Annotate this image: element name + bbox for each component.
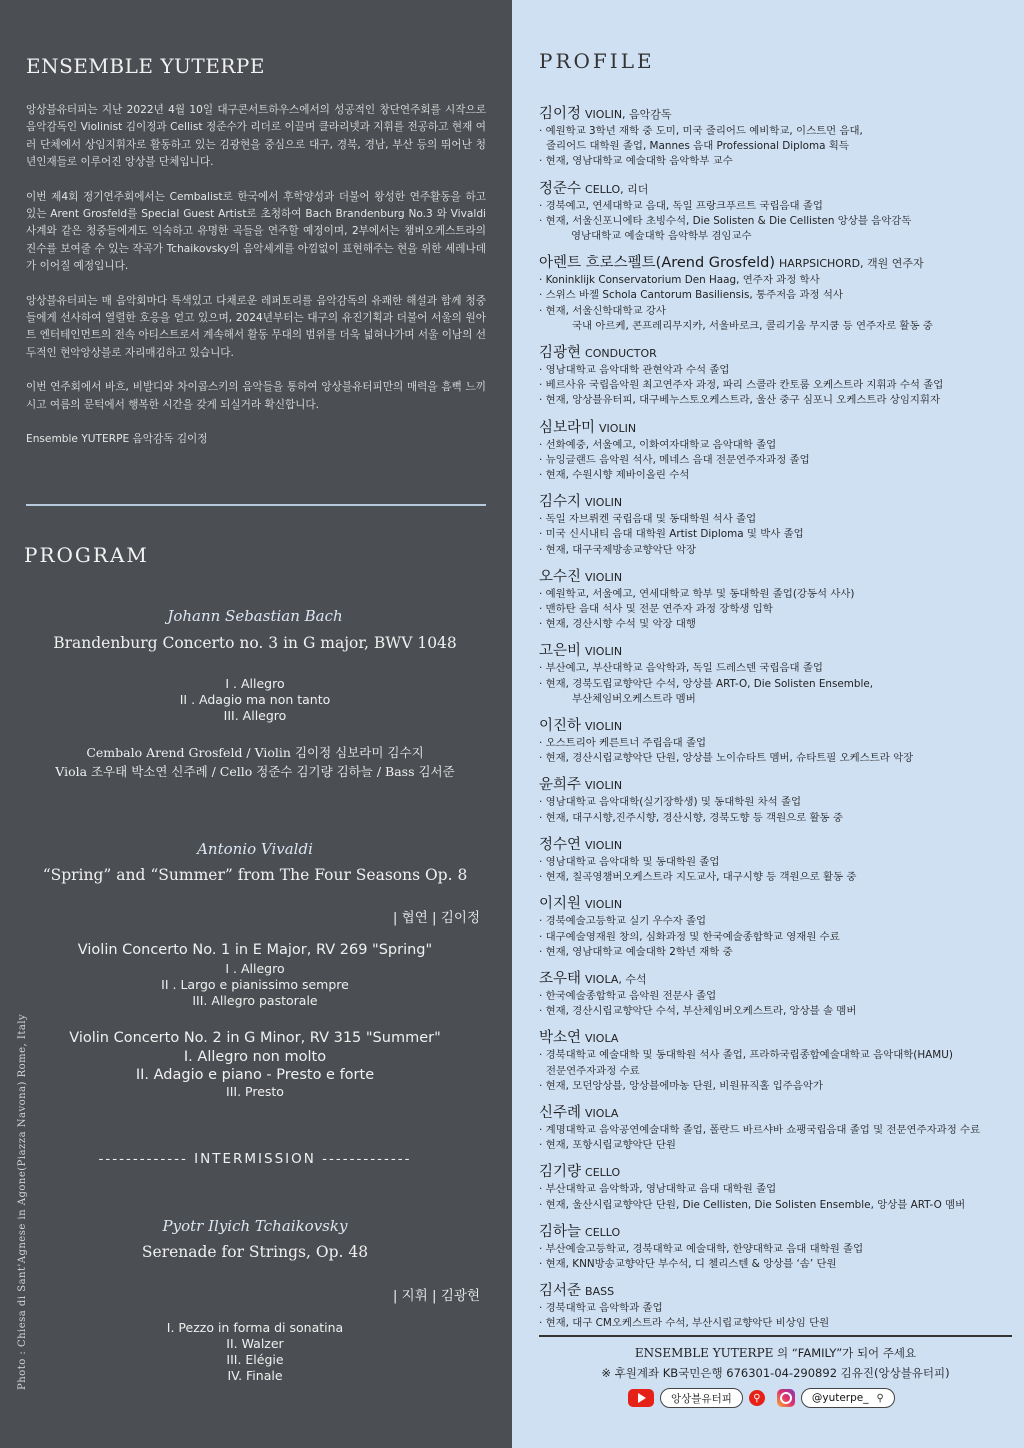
profile-instrument: VIOLIN bbox=[585, 496, 623, 510]
instagram-icon[interactable] bbox=[777, 1389, 795, 1407]
profile-line: · 예원학교 3학년 재학 중 도미, 미국 줄리어드 예비학교, 이스트먼 음대, bbox=[539, 125, 863, 137]
profile-name bbox=[539, 1279, 1014, 1300]
profile-line: · 부산예고, 부산대학교 음악학과, 독일 드레스덴 국립음대 졸업 bbox=[539, 662, 823, 675]
movement-list bbox=[24, 1320, 486, 1384]
right-panel bbox=[512, 0, 1024, 1448]
donation-account: ※ 후원계좌 KB국민은행 676301-04-290892 김유진(앙상블유터피) bbox=[601, 1366, 950, 1380]
profile-name bbox=[539, 1160, 1014, 1181]
profile-name-text: 김수지 bbox=[539, 494, 582, 511]
profile-line: 전문연주자과정 수료 bbox=[546, 1064, 640, 1077]
profile-line: · 계명대학교 음악공연예술대학 졸업, 폴란드 바르샤바 쇼팽국립음대 졸업 및 전문연주자과정 수료 bbox=[539, 1123, 981, 1136]
movement: I. Allegro non molto bbox=[183, 1049, 327, 1065]
profile-name bbox=[539, 251, 1014, 272]
movement-list bbox=[24, 1048, 486, 1100]
profile-name-text: 아렌트 흐로스펠트(Arend Grosfeld) bbox=[539, 255, 776, 272]
concerto-summer: Violin Concerto No. 2 in G Minor, RV 315 "Summer" bbox=[69, 1030, 441, 1046]
profile-line: · 뉴잉글랜드 음악원 석사, 메네스 음대 전문연주자과정 졸업 bbox=[539, 453, 810, 466]
movement: III. Presto bbox=[226, 1084, 284, 1099]
profile-line: 국내 아르케, 콘프레리무지카, 서울바로크, 콜리기움 무지쿰 등 연주자로 활동 중 bbox=[572, 319, 933, 332]
profile-entry bbox=[539, 1026, 1014, 1094]
profile-entry bbox=[539, 251, 1014, 334]
profile-line: · 현재, KNN방송교향악단 부수석, 디 첼리스텐 & 앙상블 ‘솜’ 단원 bbox=[539, 1257, 837, 1270]
profile-name bbox=[539, 177, 1014, 198]
brand-logo: ENSEMBLE YUTERPE bbox=[26, 54, 265, 78]
family-brand: ENSEMBLE YUTERPE bbox=[634, 1346, 774, 1360]
divider bbox=[26, 504, 486, 506]
profile-line: · 현재, 서울신포니에타 초빙수석, Die Solisten & Die Cellisten 앙상블 음악감독 bbox=[539, 214, 912, 227]
profile-name-text: 정준수 bbox=[539, 180, 582, 197]
soloist-role: | 협연 | 김이정 bbox=[392, 910, 480, 926]
profile-name-text: 김하늘 bbox=[539, 1223, 582, 1240]
profile-line: · 선화예중, 서울예고, 이화여자대학교 음악대학 졸업 bbox=[539, 438, 777, 451]
profile-entry bbox=[539, 967, 1014, 1019]
profile-entry bbox=[539, 639, 1014, 707]
intermission: ------------- INTERMISSION ------------- bbox=[98, 1151, 412, 1167]
profile-name-text: 조우태 bbox=[539, 970, 582, 987]
family-invite bbox=[539, 1345, 1012, 1361]
movement: III. Allegro pastorale bbox=[192, 993, 318, 1008]
profile-name-text: 신주례 bbox=[539, 1104, 582, 1121]
profile-entry bbox=[539, 341, 1014, 409]
profile-line: · 베르사유 국립음악원 최고연주자 과정, 파리 스콜라 칸토룸 오케스트라 지휘과 수석 졸업 bbox=[539, 379, 944, 392]
search-icon: ⚲ bbox=[876, 1392, 884, 1404]
profile-name bbox=[539, 714, 1014, 735]
profile-instrument: VIOLIN bbox=[585, 570, 623, 584]
social-links bbox=[628, 1387, 895, 1409]
profile-line: · 미국 신시내티 음대 대학원 Artist Diploma 및 박사 졸업 bbox=[539, 528, 804, 541]
profile-entry bbox=[539, 490, 1014, 558]
profile-name-text: 심보라미 bbox=[539, 419, 596, 436]
profile-name bbox=[539, 773, 1014, 794]
profile-line: · 현재, 대구 CM오케스트라 수석, 부산시립교향악단 비상임 단원 bbox=[539, 1317, 830, 1330]
profile-line: · 현재, 포항시립교향악단 단원 bbox=[539, 1139, 676, 1152]
profile-name bbox=[539, 102, 1014, 123]
profile-instrument: BASS bbox=[585, 1285, 615, 1299]
work-brandenburg: Brandenburg Concerto no. 3 in G major, BWV 1048 bbox=[53, 634, 457, 652]
performers bbox=[24, 743, 486, 781]
work-serenade: Serenade for Strings, Op. 48 bbox=[141, 1243, 369, 1261]
concerto-spring: Violin Concerto No. 1 in E Major, RV 269 "Spring" bbox=[77, 942, 433, 958]
performers-line: Viola 조우태 박소연 신주례 / Cello 정준수 김기량 김하늘 / Bass 김서준 bbox=[55, 764, 455, 779]
profile-line: · 현재, 경산시향 수석 및 악장 대행 bbox=[539, 618, 696, 631]
composer-tchaikovsky: Pyotr Ilyich Tchaikovsky bbox=[162, 1217, 348, 1235]
intro-paragraph: 앙상블유터피는 매 음악회마다 특색있고 다채로운 레퍼토리를 음악감독의 유쾌한 해설과 함께 청중들에게 선사하여 열렬한 호응을 얻고 있으며, 2024년부터는 대구의 유진기획과 더불어 서울의 원아트 엔터테인먼트의 전속 아티스트로서 계속해서 활동 무대의 범위를 더욱 넓혀나가며 서울 이남의 선두적인 현악앙상블로 자리매김하고 있습니다. bbox=[26, 294, 486, 359]
profile-name-text: 정수연 bbox=[539, 836, 582, 853]
profile-name bbox=[539, 1101, 1014, 1122]
profile-instrument: VIOLIN bbox=[585, 645, 623, 659]
profile-line: · 현재, 칠곡영챔버오케스트라 지도교사, 대구시향 등 객원으로 활동 중 bbox=[539, 871, 857, 884]
profile-instrument: HARPSICHORD, 객원 연주자 bbox=[779, 257, 924, 271]
profile-line: · 영남대학교 음악대학(실기장학생) 및 동대학원 차석 졸업 bbox=[539, 796, 802, 809]
profile-name-text: 김광현 bbox=[539, 345, 582, 362]
profile-line: · 예원학교, 서울예고, 연세대학교 학부 및 동대학원 졸업(강동석 사사) bbox=[539, 587, 855, 600]
movement: III. Allegro bbox=[223, 708, 287, 723]
instagram-handle: @yuterpe_ bbox=[811, 1392, 869, 1404]
profile-name bbox=[539, 490, 1014, 511]
profile-line: · 경북예술고등학교 실기 우수자 졸업 bbox=[539, 915, 707, 928]
profile-line: · 현재, 경북도립교향악단 수석, 앙상블 ART-O, Die Solisten Ensemble, bbox=[539, 677, 874, 690]
profile-entry bbox=[539, 177, 1014, 245]
profile-name bbox=[539, 1220, 1014, 1241]
profile-instrument: CELLO bbox=[585, 1166, 621, 1180]
profile-instrument: VIOLA bbox=[585, 1032, 619, 1046]
movement: II. Walzer bbox=[226, 1336, 284, 1351]
intro-paragraph: 앙상블유터피는 지난 2022년 4월 10일 대구콘서트하우스에서의 성공적인 창단연주회를 시작으로 음악감독인 Violinist 김이정과 Cellist 정준수가 리더로 이끌며 클라리넷과 지휘를 전공하고 현재 여러 단체에서 상임지휘자로 활동하고 있는 김광현을 중심으로 대구, 경북, 경남, 부산 등의 뛰어난 청년인재들로 이루어진 앙상블 단체입니다. bbox=[26, 104, 486, 169]
profile-line: 줄리어드 대학원 졸업, Mannes 음대 Professional Diploma 획득 bbox=[546, 140, 849, 153]
profile-line: · 현재, 대구국제방송교향악단 악장 bbox=[539, 543, 697, 556]
profile-entry bbox=[539, 1220, 1014, 1272]
profile-instrument: VIOLIN bbox=[585, 838, 623, 852]
profile-name-text: 이지원 bbox=[539, 896, 582, 913]
profile-line: · 현재, 서울신학대학교 강사 bbox=[539, 304, 666, 317]
profile-name-text: 김기량 bbox=[539, 1164, 582, 1181]
profile-instrument: CELLO, 리더 bbox=[585, 182, 649, 196]
profile-instrument: VIOLA, 수석 bbox=[585, 972, 647, 986]
signature: Ensemble YUTERPE 음악감독 김이정 bbox=[26, 433, 208, 446]
intro-paragraph: 이번 연주회에서 바흐, 비발디와 차이콥스키의 음악들을 통하여 앙상블유터피만의 매력을 흠뻑 느끼시고 여름의 문턱에서 행복한 시간을 갖게 되실거라 확신합니다. bbox=[26, 381, 486, 411]
work-four-seasons: “Spring” and “Summer” from The Four Seasons Op. 8 bbox=[42, 866, 468, 884]
profile-name bbox=[539, 833, 1014, 854]
movement: II . Largo e pianissimo sempre bbox=[161, 977, 349, 992]
profile-line: · 오스트리아 케른트너 주립음대 졸업 bbox=[539, 737, 707, 750]
profile-list bbox=[539, 102, 1014, 1339]
profile-title: PROFILE bbox=[539, 49, 655, 73]
profile-line: · 현재, 울산시립교향악단 단원, Die Cellisten, Die Solisten Ensemble, 앙상블 ART-O 멤버 bbox=[539, 1198, 966, 1211]
profile-name bbox=[539, 416, 1014, 437]
profile-line: · 현재, 앙상블유터피, 대구베누스토오케스트라, 울산 중구 심포니 오케스트라 상임지휘자 bbox=[539, 394, 940, 407]
profile-line: · 대구예술영재원 창의, 심화과정 및 한국예술종합학교 영재원 수료 bbox=[539, 930, 840, 943]
profile-line: · 맨하탄 음대 석사 및 전문 연주자 과정 장학생 입학 bbox=[539, 603, 773, 616]
profile-instrument: VIOLIN bbox=[585, 898, 623, 912]
profile-line: · 영남대학교 음악대학 관현악과 수석 졸업 bbox=[539, 364, 730, 377]
profile-entry bbox=[539, 773, 1014, 825]
movement-list bbox=[24, 961, 486, 1009]
program-title: PROGRAM bbox=[24, 543, 149, 567]
profile-line: · 경북예고, 연세대학교 음대, 독일 프랑크푸르트 국립음대 졸업 bbox=[539, 199, 823, 212]
profile-line: · 독일 자브뤼켄 국립음대 및 동대학원 석사 졸업 bbox=[539, 513, 757, 526]
profile-entry bbox=[539, 565, 1014, 633]
movement: I . Allegro bbox=[225, 676, 285, 691]
movement: II. Adagio e piano - Presto e forte bbox=[135, 1067, 375, 1083]
search-icon[interactable]: ⚲ bbox=[749, 1390, 765, 1406]
profile-instrument: VIOLIN, 음악감독 bbox=[585, 108, 672, 121]
profile-line: · 현재, 영남대학교 예술대학 음악학부 교수 bbox=[539, 155, 733, 168]
profile-name bbox=[539, 341, 1014, 362]
divider bbox=[539, 1335, 1012, 1337]
profile-line: · 스위스 바젤 Schola Cantorum Basiliensis, 통주저음 과정 석사 bbox=[539, 289, 843, 302]
profile-entry bbox=[539, 833, 1014, 885]
composer-bach: Johann Sebastian Bach bbox=[167, 607, 343, 625]
movement: I . Allegro bbox=[225, 961, 285, 976]
youtube-search-pill[interactable] bbox=[660, 1388, 743, 1408]
profile-name bbox=[539, 892, 1014, 913]
profile-name-text: 오수진 bbox=[539, 568, 582, 585]
family-text: 의 “FAMILY”가 되어 주세요 bbox=[773, 1346, 917, 1360]
movement: II . Adagio ma non tanto bbox=[179, 692, 331, 707]
intro-paragraph: 이번 제4회 정기연주회에서는 Cembalist로 한국에서 후학양성과 더불어 왕성한 연주활동을 하고 있는 Arent Grosfeld를 Special Guest Artist로 초청하여 Bach Brandenburg No.3 와 Vivaldi 사계와 같은 청중들에게도 익숙하고 유명한 곡들을 연주할 예정이며, 2부에서는 챔버오케스트라의 진수를 보여줄 수 있는 작곡가 Tchaikovsky의 음악세계를 아낌없이 표현해주는 현을 위한 세레나데가 이어질 예정입니다. bbox=[26, 190, 486, 273]
profile-name bbox=[539, 967, 1014, 988]
youtube-search-label: 앙상블유터피 bbox=[671, 1392, 732, 1405]
profile-line: · 현재, 모던앙상블, 앙상블에마농 단원, 비원뮤직홀 입주음악가 bbox=[539, 1079, 823, 1092]
composer-vivaldi: Antonio Vivaldi bbox=[197, 840, 313, 858]
profile-entry bbox=[539, 1101, 1014, 1153]
profile-name-text: 이진하 bbox=[539, 718, 582, 735]
youtube-icon[interactable] bbox=[628, 1389, 654, 1407]
conductor-role: | 지휘 | 김광현 bbox=[392, 1288, 480, 1304]
profile-line: · 현재, 대구시향,진주시향, 경산시향, 경북도향 등 객원으로 활동 중 bbox=[539, 811, 843, 824]
profile-line: · 영남대학교 음악대학 및 동대학원 졸업 bbox=[539, 855, 720, 868]
profile-line: · 부산예술고등학교, 경북대학교 예술대학, 한양대학교 음대 대학원 졸업 bbox=[539, 1242, 864, 1255]
profile-entry bbox=[539, 892, 1014, 960]
profile-instrument: CONDUCTOR bbox=[585, 347, 657, 361]
instagram-search-pill[interactable] bbox=[801, 1388, 895, 1408]
movement: III. Elégie bbox=[226, 1352, 284, 1367]
profile-instrument: VIOLA bbox=[585, 1106, 619, 1120]
movement: I. Pezzo in forma di sonatina bbox=[166, 1320, 344, 1335]
profile-name-text: 김이정 bbox=[539, 106, 582, 122]
profile-instrument: VIOLIN bbox=[585, 779, 623, 793]
profile-name-text: 고은비 bbox=[539, 643, 582, 660]
profile-entry bbox=[539, 1160, 1014, 1212]
profile-entry bbox=[539, 416, 1014, 484]
profile-line: · 한국예술종합학교 음악원 전문사 졸업 bbox=[539, 989, 717, 1002]
movement: IV. Finale bbox=[227, 1368, 283, 1383]
profile-line: · Koninklijk Conservatorium Den Haag, 연주자 과정 학사 bbox=[539, 274, 820, 287]
profile-instrument: CELLO bbox=[585, 1225, 621, 1239]
profile-entry bbox=[539, 1279, 1014, 1331]
profile-instrument: VIOLIN bbox=[585, 720, 623, 734]
profile-line: · 현재, 수원시향 제바이올린 수석 bbox=[539, 469, 690, 482]
profile-entry bbox=[539, 102, 1014, 170]
profile-name bbox=[539, 565, 1014, 586]
intro-text bbox=[26, 102, 486, 466]
profile-entry bbox=[539, 714, 1014, 766]
profile-line: · 현재, 영남대학교 예술대학 2학년 재학 중 bbox=[539, 945, 733, 958]
photo-credit: Photo : Chiesa di Sant'Agnese in Agone(Piazza Navona) Rome, Italy bbox=[17, 1013, 28, 1390]
profile-line: 영남대학교 예술대학 음악학부 겸임교수 bbox=[571, 230, 752, 243]
profile-name-text: 박소연 bbox=[539, 1030, 582, 1047]
profile-line: · 부산대학교 음악학과, 영남대학교 음대 대학원 졸업 bbox=[539, 1183, 777, 1196]
performers-line: Cembalo Arend Grosfeld / Violin 김이정 심보라미 김수지 bbox=[86, 745, 424, 760]
profile-line: · 경북대학교 음악학과 졸업 bbox=[539, 1302, 663, 1315]
profile-line: 부산체임버오케스트라 멤버 bbox=[572, 692, 696, 705]
profile-line: · 현재, 경산시립교향악단 단원, 앙상블 노이슈타트 멤버, 슈타트필 오케스트라 악장 bbox=[539, 752, 914, 765]
profile-line: · 현재, 경산시립교향악단 수석, 부산체임버오케스트라, 앙상블 솔 멤버 bbox=[539, 1005, 857, 1018]
profile-line: · 경북대학교 예술대학 및 동대학원 석사 졸업, 프라하국립종합예술대학교 음악대학(HAMU) bbox=[539, 1049, 953, 1062]
profile-name bbox=[539, 639, 1014, 660]
profile-name bbox=[539, 1026, 1014, 1047]
profile-name-text: 김서준 bbox=[539, 1283, 582, 1300]
profile-name-text: 윤희주 bbox=[539, 777, 582, 794]
profile-instrument: VIOLIN bbox=[599, 421, 637, 435]
movement-list bbox=[24, 676, 486, 724]
